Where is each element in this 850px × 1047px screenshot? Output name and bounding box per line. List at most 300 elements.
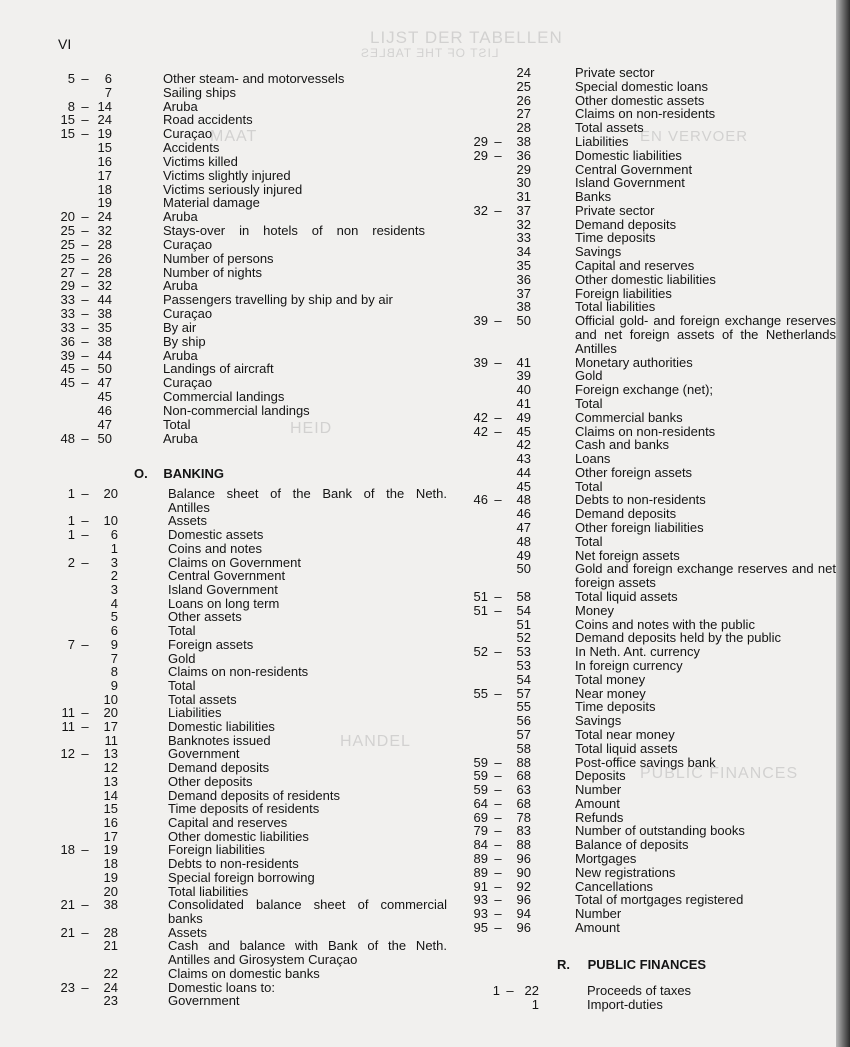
table-entry [0,687,836,701]
table-number: 45 [97,389,112,405]
table-entry [0,659,836,673]
table-number: 11 [104,732,118,748]
table-range-start: 64 [473,795,488,811]
table-title: Total [163,416,191,432]
table-entry [0,700,836,714]
page-folio: VI [58,36,72,52]
table-title: Liabilities [575,133,629,149]
range-dash: – [494,423,502,439]
table-title: Monetary authorities [575,354,693,370]
table-title: Curaçao [163,306,213,322]
table-number: 24 [97,112,112,128]
table-number: 16 [97,153,112,169]
table-entry [0,852,836,866]
table-title: Demand deposits held by the public [575,630,781,646]
table-number: 20 [103,705,118,721]
table-number: 36 [516,147,531,163]
table-number: 50 [516,561,531,577]
table-entry [0,590,836,604]
table-title: Coins and notes with the public [575,616,755,632]
table-entry [0,176,836,190]
table-title: Money [575,602,615,618]
table-entry [0,893,836,907]
table-title: Total [575,478,603,494]
table-title: Other foreign liabilities [575,520,704,536]
table-title: Claims on non-residents [575,423,716,439]
table-range-start: 29 [60,278,75,294]
range-dash: – [494,782,502,798]
table-title: Assets [168,513,208,529]
table-number: 15 [97,140,112,156]
table-entry [0,314,836,328]
table-title: Total assets [575,120,644,136]
range-dash: – [81,979,89,995]
table-title: By ship [163,333,206,349]
table-range-start: 33 [60,292,75,308]
table-number: 23 [103,993,118,1009]
table-number: 53 [516,657,531,673]
table-range-start: 46 [473,492,488,508]
table-range-start: 59 [473,782,488,798]
range-dash: – [81,71,89,86]
table-number: 46 [516,506,531,522]
section-title: BANKING [163,466,225,481]
table-range-start: 15 [60,112,75,128]
table-entry [0,356,836,370]
table-entry [0,121,836,135]
table-title: Other assets [168,609,242,625]
table-title: Balance sheet of the Bank of the Neth. [168,487,447,501]
table-number: 90 [516,864,531,880]
table-title: In foreign currency [575,657,683,673]
table-range-start: 29 [473,147,488,163]
table-entry [0,397,836,411]
table-range-start: 20 [60,209,75,225]
table-range-start: 48 [60,430,75,446]
range-dash: – [81,319,89,335]
table-number: 38 [516,133,531,149]
table-title: Total money [575,671,646,687]
table-number: 38 [97,306,112,322]
range-dash: – [81,719,89,735]
table-number: 3 [110,554,118,570]
table-title: Savings [575,713,622,729]
table-title: Island Government [168,581,278,597]
table-range-start: 8 [67,98,75,114]
table-number: 48 [516,533,531,549]
table-number: 37 [516,285,531,301]
table-title: Accidents [163,140,220,156]
table-number: 96 [516,919,531,935]
table-entry [0,452,836,466]
table-title: Banks [575,189,612,205]
table-title: Commercial banks [575,409,683,425]
table-title: banks [168,911,203,926]
table-title: Cash and banks [575,437,669,453]
table-title: Foreign liabilities [575,285,672,301]
table-entry [0,480,836,494]
range-dash: – [494,919,502,935]
table-number: 53 [516,644,531,660]
table-number: 35 [516,258,531,274]
table-title: Road accidents [163,112,253,128]
table-number: 14 [97,98,112,114]
table-title: Gold and foreign exchange reserves and net [575,562,836,577]
table-entry [0,259,836,273]
table-number: 33 [516,230,531,246]
table-entry [0,425,836,439]
table-entry [0,273,836,287]
range-dash: – [81,361,89,377]
table-title: Total liquid assets [575,589,678,605]
table-entry [0,218,836,232]
table-number: 47 [97,416,112,432]
table-number: 39 [516,368,531,384]
table-number: 94 [516,906,531,922]
table-title: Refunds [575,809,624,825]
table-number: 22 [103,965,118,981]
table-number: 3 [110,581,118,597]
table-number: 21 [103,938,118,954]
table-range-start: 51 [473,589,488,605]
table-title: Demand deposits of residents [168,787,340,803]
table-number: 6 [104,71,112,86]
table-title: Domestic loans to: [168,979,275,995]
table-title: Cash and balance with Bank of the Neth. [168,939,447,954]
table-title: Other domestic liabilities [168,828,309,844]
table-title: Total liquid assets [575,740,678,756]
table-title: Debts to non-residents [575,492,706,508]
table-entry [0,714,836,728]
table-number: 30 [516,175,531,191]
range-dash: – [494,492,502,508]
table-title: Foreign assets [168,636,254,652]
table-title: Number [575,782,622,798]
table-number: 42 [516,437,531,453]
range-dash: – [494,906,502,922]
table-number: 38 [516,299,531,315]
range-dash: – [81,842,89,858]
table-number: 6 [110,527,118,543]
table-range-start: 32 [473,202,488,218]
table-number: 88 [516,754,531,770]
table-range-start: 89 [473,864,488,880]
range-dash: – [506,983,514,998]
table-title: Total liabilities [575,299,656,315]
table-entry [0,287,836,301]
table-title: Post-office savings bank [575,754,716,770]
table-title: By air [163,319,197,335]
table-entry [0,907,836,921]
table-title: Demand deposits [168,760,270,776]
range-dash: – [81,98,89,114]
table-title: Antilles [575,340,617,356]
table-range-start: 45 [60,375,75,391]
table-entry [0,300,836,314]
table-range-start: 1 [67,527,75,543]
table-title: Balance of deposits [575,837,689,853]
table-number: 19 [103,842,118,858]
table-number: 46 [97,402,112,418]
table-range-start: 18 [60,842,75,858]
table-range-start: 11 [61,705,75,721]
bleed-through-text: EN VERVOER [640,128,749,145]
range-dash: – [494,795,502,811]
table-number: 44 [516,464,531,480]
table-number: 34 [516,244,531,260]
table-entry [0,742,836,756]
table-number: 24 [97,209,112,225]
table-number: 22 [524,983,539,998]
table-number: 28 [516,120,531,136]
table-number: 40 [516,382,531,398]
table-title: Total assets [168,691,237,707]
table-number: 57 [516,685,531,701]
table-title: Amount [575,795,620,811]
range-dash: – [494,354,502,370]
table-title: Aruba [163,278,198,294]
table-title: Number [575,906,622,922]
table-title: Foreign liabilities [168,842,265,858]
range-dash: – [81,209,89,225]
table-number: 10 [103,691,118,707]
table-title: Claims on non-residents [168,664,309,680]
table-entry [0,838,836,852]
table-number: 16 [103,815,118,831]
table-entry [0,438,836,452]
table-range-start: 59 [473,754,488,770]
table-number: 83 [516,823,531,839]
table-range-start: 1 [67,513,75,529]
table-entry [0,231,836,245]
table-number: 68 [516,768,531,784]
table-range-start: 7 [67,636,75,652]
table-title: Non-commercial landings [163,402,310,418]
table-entry [0,507,836,521]
table-number: 28 [103,924,118,940]
table-number: 56 [516,713,531,729]
table-entry [0,645,836,659]
table-number: 20 [103,883,118,899]
table-entry [0,411,836,425]
table-title: Foreign exchange (net); [575,382,714,398]
bleed-through-text: HANDEL [340,733,411,750]
table-number: 88 [516,837,531,853]
table-title: Special domestic loans [575,78,708,94]
table-number: 18 [97,181,112,197]
table-entry [0,466,836,480]
table-number: 44 [97,292,112,308]
table-number: 6 [110,623,118,639]
range-dash: – [494,878,502,894]
table-range-start: 25 [60,236,75,252]
range-dash: – [494,409,502,425]
table-title: Total [575,533,603,549]
table-title: Total liabilities [168,883,249,899]
table-number: 32 [97,223,112,239]
table-title: In Neth. Ant. currency [575,644,701,660]
table-title: Other domestic assets [575,92,705,108]
table-title: Capital and reserves [575,258,695,274]
table-title: Curaçao [163,375,213,391]
range-dash: – [81,746,89,762]
range-dash: – [81,705,89,721]
table-number: 36 [516,271,531,287]
table-title: Time deposits of residents [168,801,320,817]
table-title: Total [168,677,196,693]
range-dash: – [494,133,502,149]
table-number: 45 [516,423,531,439]
table-range-start: 84 [473,837,488,853]
table-title: New registrations [575,864,676,880]
table-range-start: 25 [60,223,75,239]
range-dash: – [81,250,89,266]
table-entry [0,824,836,838]
table-number: 13 [103,773,118,789]
range-dash: – [81,897,89,913]
table-entry [0,535,836,549]
table-number: 17 [103,719,118,735]
bleed-through-subheading: LIST OF THE TABLES [360,46,499,60]
range-dash: – [494,589,502,605]
table-range-start: 21 [60,897,75,913]
table-range-start: 42 [473,409,488,425]
range-dash: – [494,892,502,908]
table-number: 32 [516,216,531,232]
range-dash: – [494,313,502,329]
table-number: 92 [516,878,531,894]
range-dash: – [494,685,502,701]
table-number: 4 [110,595,118,611]
table-number: 7 [110,650,118,666]
table-range-start: 21 [60,924,75,940]
table-title: Total [575,395,603,411]
table-entry [0,797,836,811]
table-title: Consolidated balance sheet of commercial [168,898,447,913]
table-title: Domestic liabilities [575,147,682,163]
table-title: Aruba [163,430,198,446]
table-range-start: 93 [473,892,488,908]
table-title: Coins and notes [168,540,262,556]
table-title: Government [168,993,240,1009]
table-number: 50 [516,313,531,329]
table-title: Antilles [168,499,210,515]
bleed-through-text: HEID [290,420,333,437]
table-title: Private sector [575,65,655,80]
table-entry [0,939,836,953]
section-title: PUBLIC FINANCES [587,957,707,972]
table-number: 26 [97,250,112,266]
table-range-start: 2 [67,554,75,570]
table-number: 19 [97,126,112,142]
table-entry [0,604,836,618]
table-entry [0,328,836,342]
table-title: Capital and reserves [168,815,288,831]
range-dash: – [494,754,502,770]
range-dash: – [494,768,502,784]
table-title: Demand deposits [575,506,677,522]
table-title: Aruba [163,209,198,225]
table-number: 78 [516,809,531,825]
table-number: 38 [103,897,118,913]
range-dash: – [81,375,89,391]
section-letter: R. [557,957,570,972]
table-number: 13 [103,746,118,762]
range-dash: – [494,202,502,218]
table-entry [0,756,836,770]
table-title: Amount [575,919,620,935]
range-dash: – [494,851,502,867]
table-title: Stays-over in hotels of non residents [163,224,425,239]
table-title: Savings [575,244,622,260]
table-title: Curaçao [163,236,213,252]
range-dash: – [81,306,89,322]
table-title: Domestic assets [168,527,264,543]
table-range-start: 59 [473,768,488,784]
section-letter: O. [134,466,148,481]
table-number: 24 [103,979,118,995]
table-number: 28 [97,236,112,252]
table-number: 18 [103,856,118,872]
table-number: 41 [516,354,531,370]
table-entry [0,549,836,563]
table-entry [0,342,836,356]
table-range-start: 42 [473,423,488,439]
table-title: Import-duties [587,996,663,1012]
table-entry [0,245,836,259]
table-number: 12 [103,760,118,776]
table-number: 9 [110,677,118,693]
table-entry [0,383,836,397]
table-title: Total [168,623,196,639]
table-number: 9 [110,636,118,652]
table-range-start: 33 [60,306,75,322]
table-number: 38 [97,333,112,349]
range-dash: – [81,513,89,529]
range-dash: – [81,924,89,940]
table-range-start: 93 [473,906,488,922]
table-range-start: 25 [60,250,75,266]
table-number: 19 [97,195,112,211]
table-range-start: 33 [60,319,75,335]
table-number: 47 [516,520,531,536]
table-range-start: 39 [473,313,488,329]
table-title: Victims seriously injured [163,181,303,197]
table-title: Government [168,746,240,762]
table-title: Debts to non-residents [168,856,299,872]
range-dash: – [81,527,89,543]
bleed-through-text: MAAT [210,128,258,145]
table-title: Official gold- and foreign exchange reserves [575,314,836,329]
table-title: Number of persons [163,250,274,266]
table-number: 68 [516,795,531,811]
table-entry [0,80,836,94]
table-title: Loans on long term [168,595,280,611]
table-range-start: 23 [60,979,75,995]
table-range-start: 89 [473,851,488,867]
table-number: 26 [516,92,531,108]
table-number: 43 [516,451,531,467]
table-range-start: 95 [473,919,488,935]
range-dash: – [81,347,89,363]
table-title: Aruba [163,347,198,363]
table-number: 48 [516,492,531,508]
table-entry [0,728,836,742]
table-title: Loans [575,451,611,467]
table-number: 54 [516,671,531,687]
table-number: 1 [531,996,539,1012]
table-number: 54 [516,602,531,618]
